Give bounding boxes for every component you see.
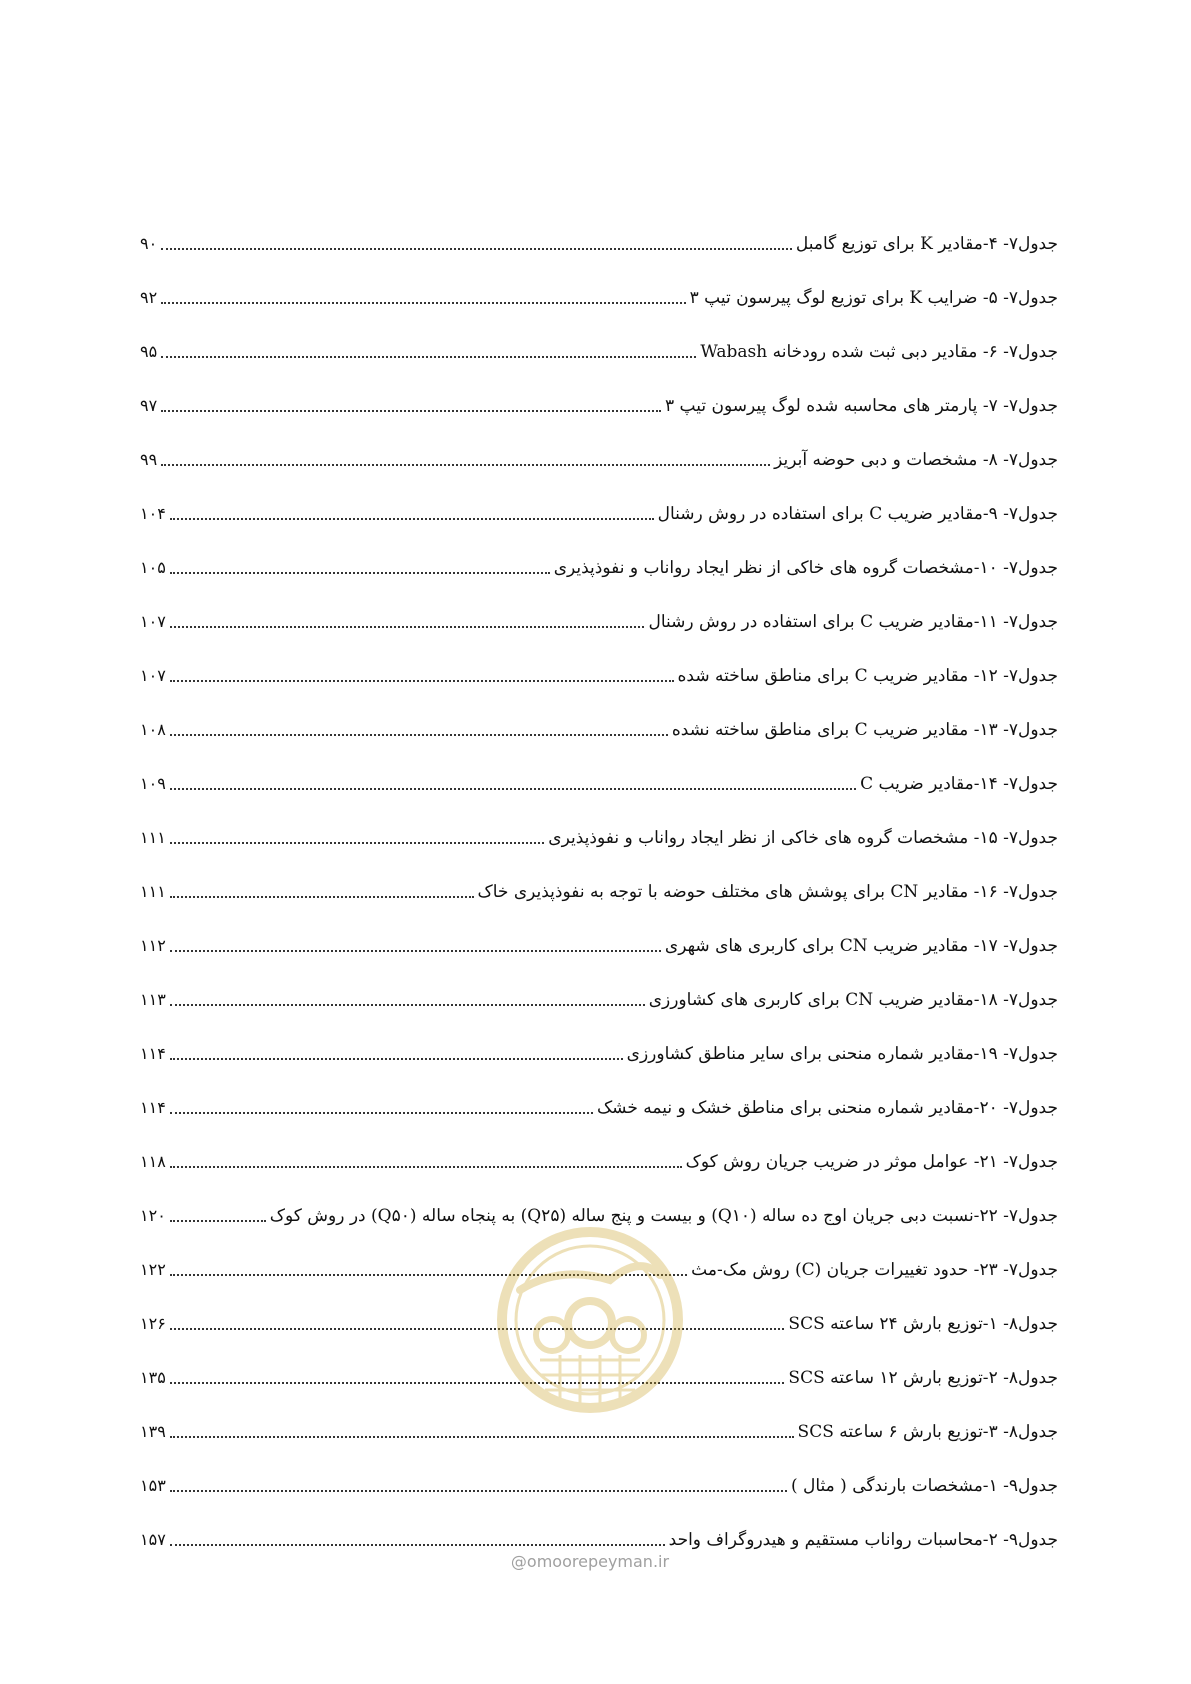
toc-entry-page: ۱۱۴ xyxy=(140,1044,166,1063)
toc-entry-page: ۱۳۹ xyxy=(140,1422,166,1441)
dot-leader xyxy=(170,1166,682,1168)
toc-entry-title: جدول۸- ۱-توزیع بارش ۲۴ ساعته SCS xyxy=(788,1314,1058,1334)
toc-entry-title: جدول۷- ۱۰-مشخصات گروه های خاکی از نظر ایجاد رواناب و نفوذپذیری xyxy=(553,558,1058,578)
toc-entry-page: ۱۰۵ xyxy=(140,558,166,577)
toc-entry-title: جدول۹- ۱-مشخصات بارندگی ( مثال ) xyxy=(790,1476,1058,1496)
toc-entry[interactable] xyxy=(140,583,1058,637)
toc-entry[interactable] xyxy=(140,421,1058,475)
toc-entry-page: ۱۲۰ xyxy=(140,1206,166,1225)
toc-entry-title: جدول۷- ۲۲-نسبت دبی جریان اوج ده ساله (Q۱۰) و بیست و پنج ساله (Q۲۵) به پنجاه ساله (Q۵۰) در روش کوک xyxy=(269,1206,1058,1226)
toc-entry-title: جدول۷- ۲۳- حدود تغییرات جریان (C) روش مک-مث xyxy=(691,1260,1058,1280)
toc-entry[interactable] xyxy=(140,637,1058,691)
toc-entry-title: جدول۸- ۳-توزیع بارش ۶ ساعته SCS xyxy=(797,1422,1058,1442)
toc-entry-title: جدول۷- ۵- ضرایب K برای توزیع لوگ پیرسون تیپ ۳ xyxy=(689,288,1058,308)
dot-leader xyxy=(170,1436,794,1438)
toc-entry[interactable] xyxy=(140,205,1058,259)
toc-entry[interactable] xyxy=(140,907,1058,961)
toc-entry-title: جدول۷- ۱۹-مقادیر شماره منحنی برای سایر مناطق کشاورزی xyxy=(626,1044,1058,1064)
dot-leader xyxy=(170,1004,645,1006)
toc-entry-page: ۹۷ xyxy=(140,396,158,415)
dot-leader xyxy=(170,734,668,736)
dot-leader xyxy=(170,572,550,574)
dot-leader xyxy=(170,1490,787,1492)
toc-entry-page: ۱۲۶ xyxy=(140,1314,166,1333)
toc-entry[interactable] xyxy=(140,259,1058,313)
dot-leader xyxy=(170,788,856,790)
toc-entry-title: جدول۷- ۲۰-مقادیر شماره منحنی برای مناطق خشک و نیمه خشک xyxy=(596,1098,1058,1118)
toc-entry-title: جدول۷- ۱۷- مقادیر ضریب CN برای کاربری های شهری xyxy=(664,936,1058,956)
toc-entry-title: جدول۷- ۹-مقادیر ضریب C برای استفاده در روش رشنال xyxy=(657,504,1058,524)
toc-entry[interactable] xyxy=(140,1285,1058,1339)
toc-entry-page: ۱۰۴ xyxy=(140,504,166,523)
dot-leader xyxy=(170,1058,623,1060)
toc-entry[interactable] xyxy=(140,1339,1058,1393)
dot-leader xyxy=(170,1220,266,1222)
toc-entry[interactable] xyxy=(140,1447,1058,1501)
dot-leader xyxy=(170,1544,665,1546)
toc-entry-page: ۱۰۹ xyxy=(140,774,166,793)
toc-entry-page: ۱۵۷ xyxy=(140,1530,166,1549)
toc-entry[interactable] xyxy=(140,367,1058,421)
toc-entry-page: ۱۱۴ xyxy=(140,1098,166,1117)
toc-entry-page: ۱۱۱ xyxy=(140,828,166,847)
dot-leader xyxy=(170,1328,785,1330)
dot-leader xyxy=(170,1274,687,1276)
toc-entry[interactable] xyxy=(140,745,1058,799)
dot-leader xyxy=(170,896,474,898)
toc-entry-page: ۹۲ xyxy=(140,288,158,307)
toc-entry-page: ۱۱۲ xyxy=(140,936,166,955)
toc-entry[interactable] xyxy=(140,1015,1058,1069)
toc-entry-title: جدول۷- ۱۱-مقادیر ضریب C برای استفاده در روش رشنال xyxy=(648,612,1058,632)
dot-leader xyxy=(170,950,661,952)
dot-leader xyxy=(161,356,696,358)
toc-entry[interactable] xyxy=(140,1393,1058,1447)
toc-entry[interactable] xyxy=(140,1123,1058,1177)
table-of-tables xyxy=(140,205,1058,1555)
toc-entry[interactable] xyxy=(140,853,1058,907)
toc-entry-title: جدول۷- ۱۳- مقادیر ضریب C برای مناطق ساخته نشده xyxy=(671,720,1058,740)
dot-leader xyxy=(161,302,685,304)
toc-entry-page: ۹۰ xyxy=(140,234,158,253)
dot-leader xyxy=(161,248,792,250)
toc-entry-page: ۱۰۷ xyxy=(140,666,166,685)
toc-entry-title: جدول۷- ۱۲- مقادیر ضریب C برای مناطق ساخته شده xyxy=(677,666,1058,686)
toc-entry-page: ۱۵۳ xyxy=(140,1476,166,1495)
toc-entry-page: ۱۱۱ xyxy=(140,882,166,901)
toc-entry-title: جدول۷- ۴-مقادیر K برای توزیع گامبل xyxy=(795,234,1058,254)
toc-entry-page: ۱۲۲ xyxy=(140,1260,166,1279)
toc-entry-page: ۱۰۷ xyxy=(140,612,166,631)
toc-entry[interactable] xyxy=(140,1501,1058,1555)
toc-entry-page: ۹۵ xyxy=(140,342,158,361)
toc-entry[interactable] xyxy=(140,799,1058,853)
dot-leader xyxy=(170,680,674,682)
toc-entry[interactable] xyxy=(140,1069,1058,1123)
toc-entry-title: جدول۷- ۱۶- مقادیر CN برای پوشش های مختلف حوضه با توجه به نفوذپذیری خاک xyxy=(477,882,1058,902)
toc-entry-page: ۱۳۵ xyxy=(140,1368,166,1387)
toc-entry-title: جدول۷- ۱۴-مقادیر ضریب C xyxy=(860,774,1058,794)
toc-entry-page: ۱۰۸ xyxy=(140,720,166,739)
dot-leader xyxy=(170,1382,785,1384)
toc-entry[interactable] xyxy=(140,691,1058,745)
toc-entry-title: جدول۷- ۷- پارمتر های محاسبه شده لوگ پیرسون تیپ ۳ xyxy=(664,396,1058,416)
toc-entry[interactable] xyxy=(140,1177,1058,1231)
toc-entry-page: ۱۱۸ xyxy=(140,1152,166,1171)
dot-leader xyxy=(161,410,661,412)
dot-leader xyxy=(170,626,645,628)
toc-entry[interactable] xyxy=(140,1231,1058,1285)
toc-entry-title: جدول۷- ۱۸-مقادیر ضریب CN برای کاربری های کشاورزی xyxy=(648,990,1058,1010)
watermark-url: @omoorepeyman.ir xyxy=(510,1552,670,1571)
toc-entry-title: جدول۷- ۶- مقادیر دبی ثبت شده رودخانه Wabash xyxy=(700,342,1058,362)
toc-entry[interactable] xyxy=(140,961,1058,1015)
toc-entry-title: جدول۷- ۸- مشخصات و دبی حوضه آبریز xyxy=(774,450,1058,470)
toc-entry-title: جدول۸- ۲-توزیع بارش ۱۲ ساعته SCS xyxy=(788,1368,1058,1388)
dot-leader xyxy=(170,518,654,520)
dot-leader xyxy=(170,842,545,844)
dot-leader xyxy=(161,464,770,466)
toc-entry-title: جدول۷- ۱۵- مشخصات گروه های خاکی از نظر ایجاد رواناب و نفوذپذیری xyxy=(548,828,1058,848)
toc-entry-title: جدول۹- ۲-محاسبات رواناب مستقیم و هیدروگراف واحد xyxy=(668,1530,1058,1550)
toc-entry-page: ۱۱۳ xyxy=(140,990,166,1009)
toc-entry-title: جدول۷- ۲۱- عوامل موثر در ضریب جریان روش کوک xyxy=(685,1152,1058,1172)
toc-entry-page: ۹۹ xyxy=(140,450,158,469)
toc-entry[interactable] xyxy=(140,313,1058,367)
toc-entry[interactable] xyxy=(140,529,1058,583)
toc-entry[interactable] xyxy=(140,475,1058,529)
dot-leader xyxy=(170,1112,593,1114)
